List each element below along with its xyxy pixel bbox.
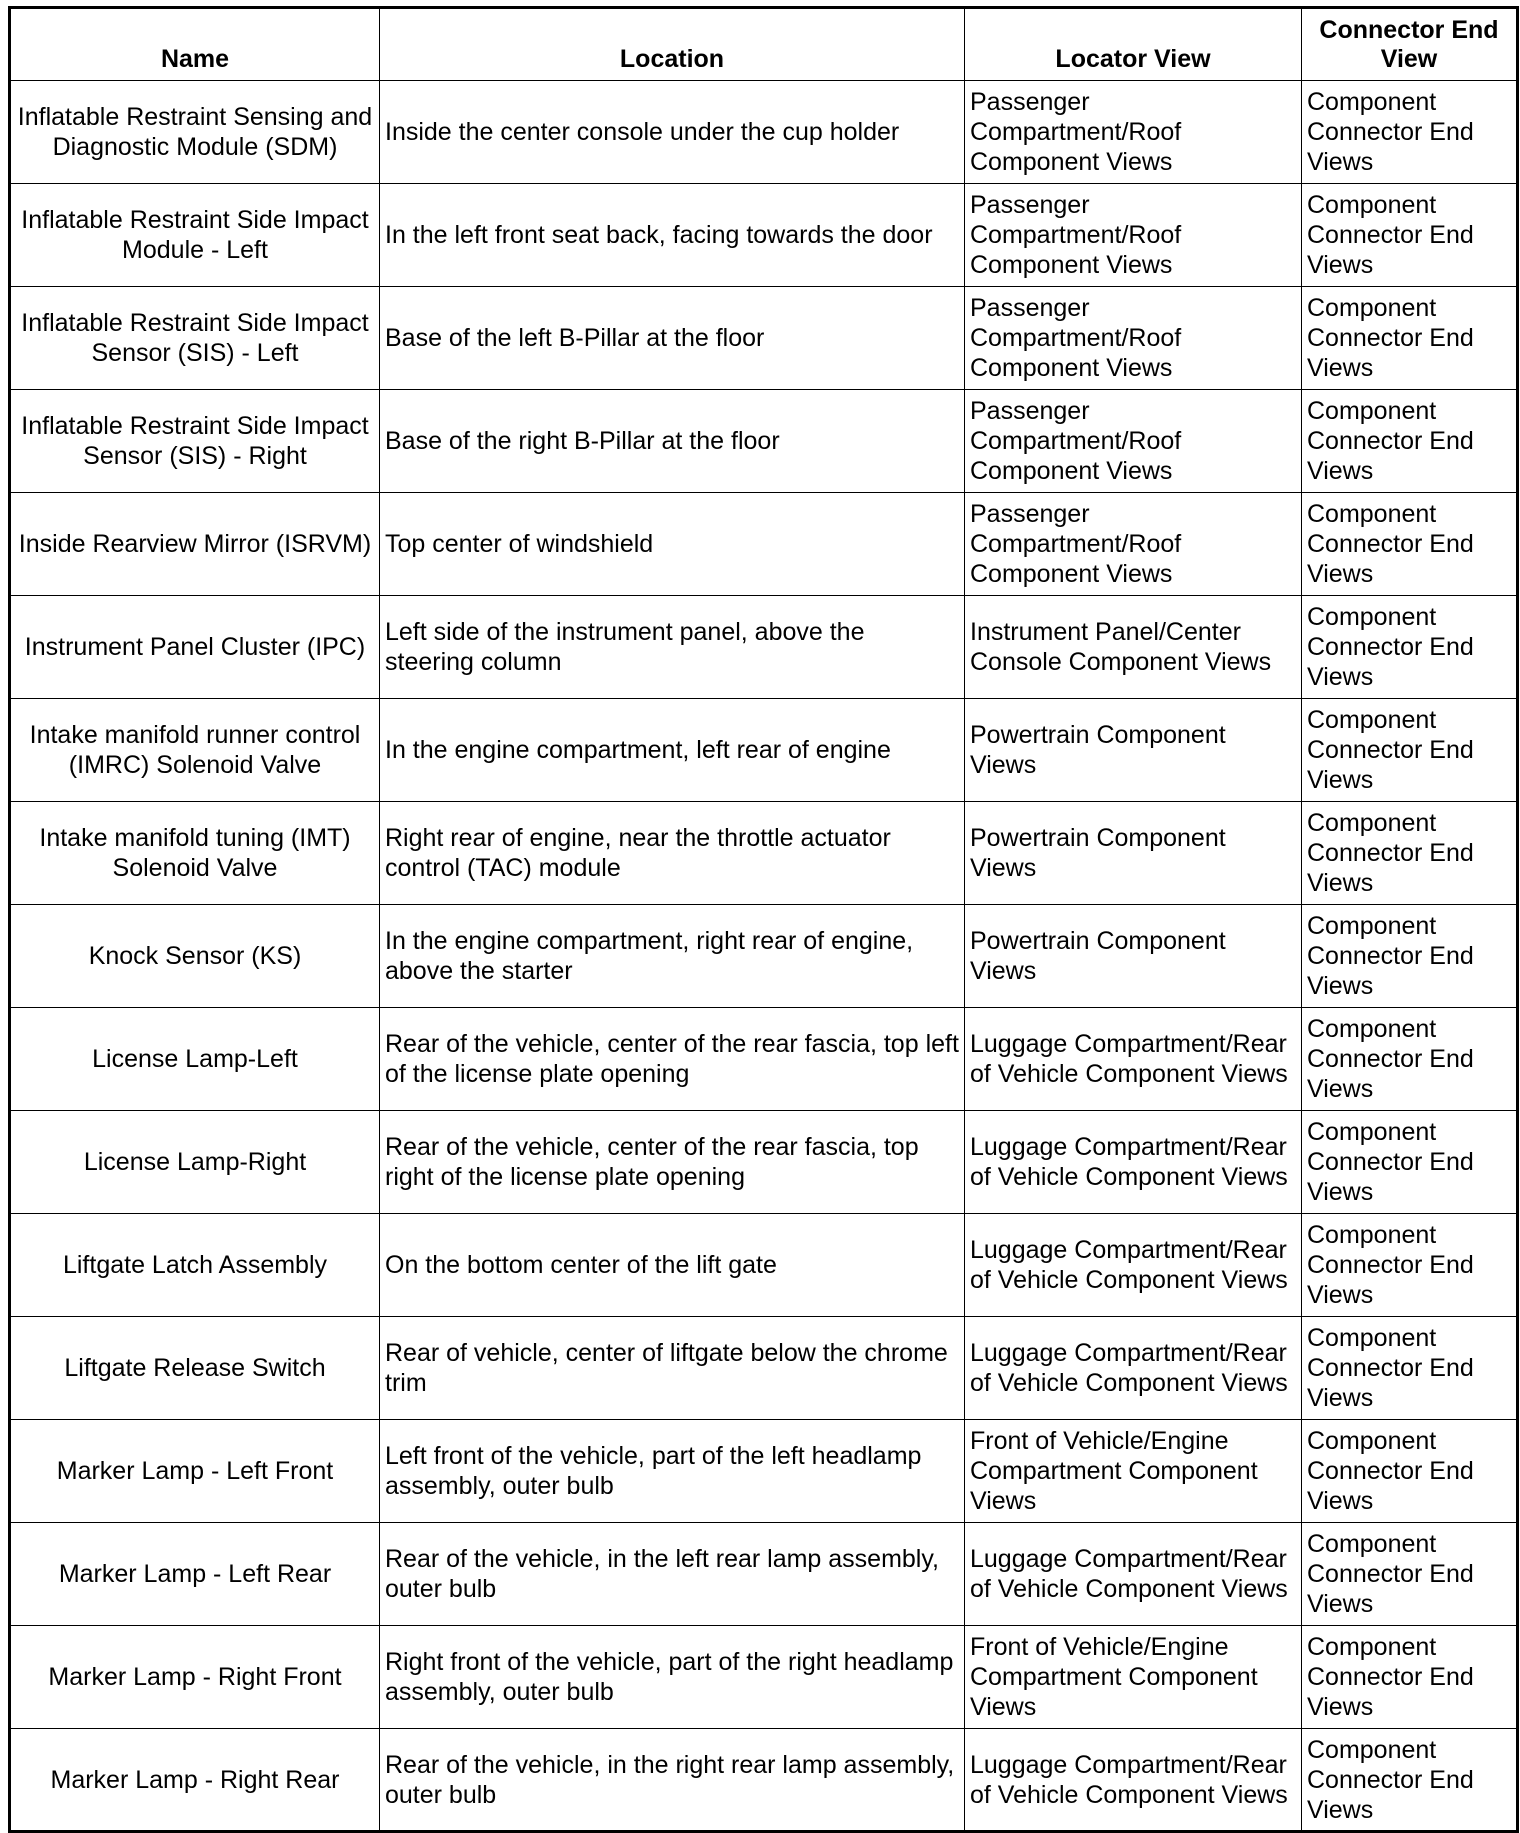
cell-connector-end-view: Component Connector End Views	[1302, 1523, 1518, 1626]
cell-locator-view: Instrument Panel/Center Console Component Views	[965, 596, 1302, 699]
cell-locator-view: Luggage Compartment/Rear of Vehicle Component Views	[965, 1317, 1302, 1420]
table-row	[10, 699, 1518, 802]
cell-location: Right rear of engine, near the throttle actuator control (TAC) module	[380, 802, 965, 905]
cell-name: Inflatable Restraint Side Impact Sensor (SIS) - Right	[10, 390, 380, 493]
cell-location: Left side of the instrument panel, above the steering column	[380, 596, 965, 699]
cell-location: Left front of the vehicle, part of the left headlamp assembly, outer bulb	[380, 1420, 965, 1523]
table-row	[10, 184, 1518, 287]
cell-location: Base of the right B-Pillar at the floor	[380, 390, 965, 493]
cell-locator-view: Powertrain Component Views	[965, 699, 1302, 802]
cell-locator-view: Passenger Compartment/Roof Component Views	[965, 493, 1302, 596]
cell-connector-end-view: Component Connector End Views	[1302, 1626, 1518, 1729]
cell-locator-view: Luggage Compartment/Rear of Vehicle Component Views	[965, 1214, 1302, 1317]
table-row	[10, 390, 1518, 493]
cell-name: Marker Lamp - Right Front	[10, 1626, 380, 1729]
header-row	[10, 8, 1518, 81]
cell-name: Marker Lamp - Left Rear	[10, 1523, 380, 1626]
table-row	[10, 1420, 1518, 1523]
cell-locator-view: Front of Vehicle/Engine Compartment Component Views	[965, 1626, 1302, 1729]
cell-location: Rear of vehicle, center of liftgate below the chrome trim	[380, 1317, 965, 1420]
cell-locator-view: Luggage Compartment/Rear of Vehicle Component Views	[965, 1523, 1302, 1626]
cell-name: Liftgate Latch Assembly	[10, 1214, 380, 1317]
cell-location: Rear of the vehicle, in the left rear lamp assembly, outer bulb	[380, 1523, 965, 1626]
cell-name: License Lamp-Right	[10, 1111, 380, 1214]
cell-connector-end-view: Component Connector End Views	[1302, 287, 1518, 390]
cell-name: Inflatable Restraint Side Impact Module - Left	[10, 184, 380, 287]
cell-connector-end-view: Component Connector End Views	[1302, 390, 1518, 493]
table-row	[10, 287, 1518, 390]
cell-connector-end-view: Component Connector End Views	[1302, 596, 1518, 699]
cell-locator-view: Front of Vehicle/Engine Compartment Component Views	[965, 1420, 1302, 1523]
table-row	[10, 1626, 1518, 1729]
table-row	[10, 1214, 1518, 1317]
table-body	[10, 81, 1518, 1832]
cell-locator-view: Powertrain Component Views	[965, 905, 1302, 1008]
cell-connector-end-view: Component Connector End Views	[1302, 699, 1518, 802]
cell-name: Inflatable Restraint Side Impact Sensor (SIS) - Left	[10, 287, 380, 390]
table-row	[10, 1729, 1518, 1832]
cell-connector-end-view: Component Connector End Views	[1302, 1214, 1518, 1317]
cell-locator-view: Passenger Compartment/Roof Component Views	[965, 390, 1302, 493]
cell-location: Rear of the vehicle, in the right rear lamp assembly, outer bulb	[380, 1729, 965, 1832]
cell-name: License Lamp-Left	[10, 1008, 380, 1111]
table-row	[10, 493, 1518, 596]
header-location: Location	[380, 8, 965, 81]
cell-locator-view: Luggage Compartment/Rear of Vehicle Component Views	[965, 1008, 1302, 1111]
table-row	[10, 596, 1518, 699]
cell-name: Intake manifold tuning (IMT) Solenoid Valve	[10, 802, 380, 905]
cell-connector-end-view: Component Connector End Views	[1302, 493, 1518, 596]
cell-location: On the bottom center of the lift gate	[380, 1214, 965, 1317]
table-row	[10, 1523, 1518, 1626]
cell-connector-end-view: Component Connector End Views	[1302, 1111, 1518, 1214]
table-row	[10, 1008, 1518, 1111]
table-row	[10, 1317, 1518, 1420]
cell-connector-end-view: Component Connector End Views	[1302, 1317, 1518, 1420]
cell-locator-view: Luggage Compartment/Rear of Vehicle Component Views	[965, 1111, 1302, 1214]
cell-location: Top center of windshield	[380, 493, 965, 596]
cell-locator-view: Powertrain Component Views	[965, 802, 1302, 905]
cell-locator-view: Passenger Compartment/Roof Component Views	[965, 184, 1302, 287]
cell-locator-view: Luggage Compartment/Rear of Vehicle Component Views	[965, 1729, 1302, 1832]
cell-name: Inside Rearview Mirror (ISRVM)	[10, 493, 380, 596]
cell-name: Inflatable Restraint Sensing and Diagnostic Module (SDM)	[10, 81, 380, 184]
cell-location: In the engine compartment, left rear of engine	[380, 699, 965, 802]
cell-name: Marker Lamp - Left Front	[10, 1420, 380, 1523]
cell-connector-end-view: Component Connector End Views	[1302, 1729, 1518, 1832]
table-row	[10, 81, 1518, 184]
cell-connector-end-view: Component Connector End Views	[1302, 802, 1518, 905]
cell-name: Liftgate Release Switch	[10, 1317, 380, 1420]
cell-connector-end-view: Component Connector End Views	[1302, 81, 1518, 184]
cell-name: Intake manifold runner control (IMRC) Solenoid Valve	[10, 699, 380, 802]
table-row	[10, 1111, 1518, 1214]
cell-location: Base of the left B-Pillar at the floor	[380, 287, 965, 390]
cell-location: Right front of the vehicle, part of the right headlamp assembly, outer bulb	[380, 1626, 965, 1729]
header-name: Name	[10, 8, 380, 81]
cell-location: Rear of the vehicle, center of the rear fascia, top right of the license plate opening	[380, 1111, 965, 1214]
cell-connector-end-view: Component Connector End Views	[1302, 1008, 1518, 1111]
header-connector-end-view: Connector End View	[1302, 8, 1518, 81]
cell-locator-view: Passenger Compartment/Roof Component Views	[965, 81, 1302, 184]
cell-connector-end-view: Component Connector End Views	[1302, 184, 1518, 287]
cell-location: Inside the center console under the cup holder	[380, 81, 965, 184]
cell-connector-end-view: Component Connector End Views	[1302, 1420, 1518, 1523]
cell-locator-view: Passenger Compartment/Roof Component Views	[965, 287, 1302, 390]
table-row	[10, 905, 1518, 1008]
cell-location: In the engine compartment, right rear of engine, above the starter	[380, 905, 965, 1008]
cell-location: In the left front seat back, facing towards the door	[380, 184, 965, 287]
component-locator-table	[8, 6, 1519, 1833]
cell-name: Marker Lamp - Right Rear	[10, 1729, 380, 1832]
cell-connector-end-view: Component Connector End Views	[1302, 905, 1518, 1008]
cell-location: Rear of the vehicle, center of the rear fascia, top left of the license plate opening	[380, 1008, 965, 1111]
cell-name: Knock Sensor (KS)	[10, 905, 380, 1008]
cell-name: Instrument Panel Cluster (IPC)	[10, 596, 380, 699]
header-locator-view: Locator View	[965, 8, 1302, 81]
table-row	[10, 802, 1518, 905]
